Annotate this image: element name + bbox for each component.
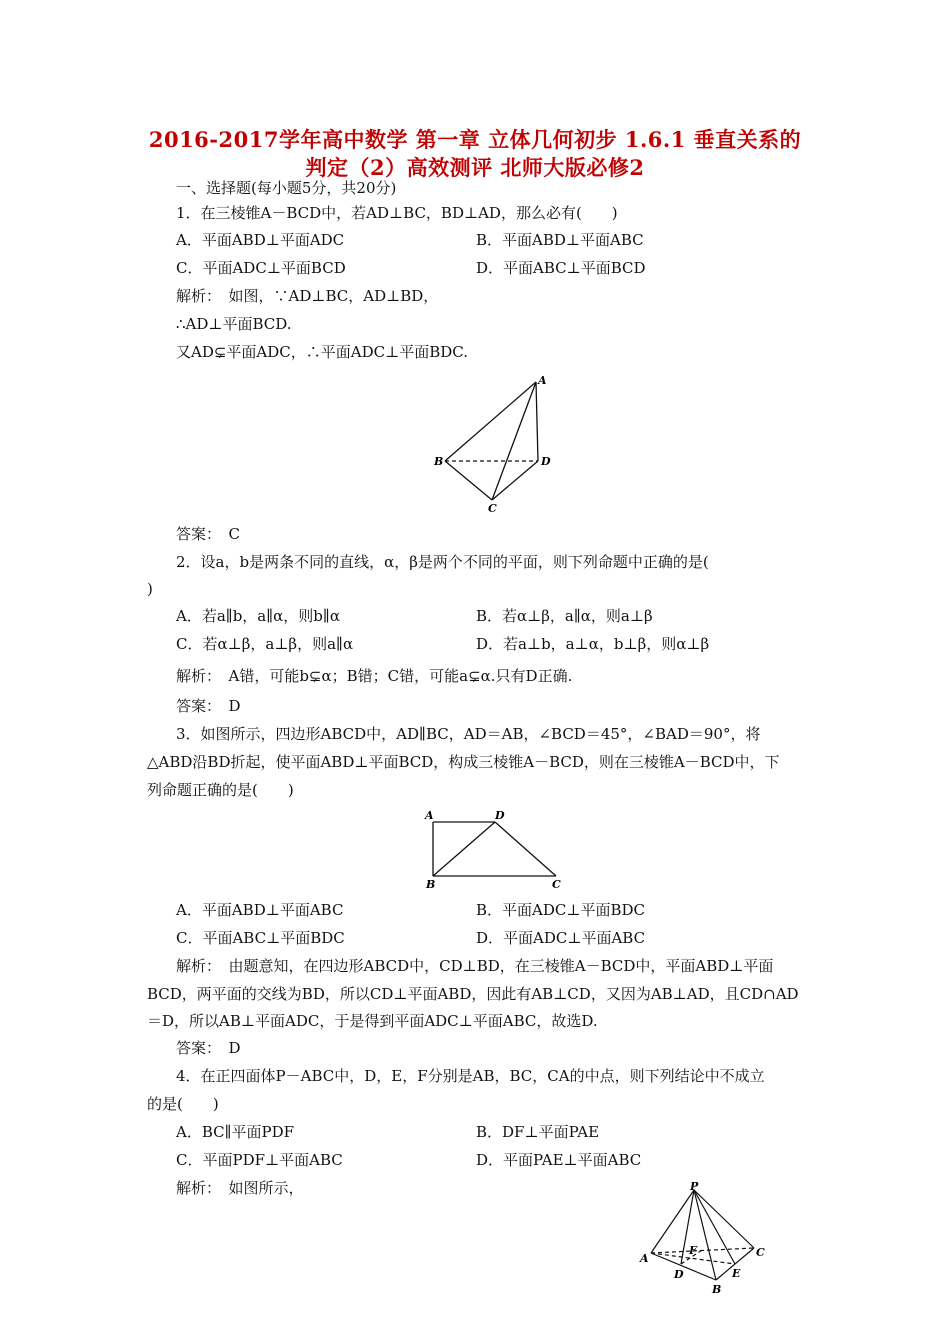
q1-figure-tetrahedron [425,372,565,517]
q4-figure-regular-tetrahedron [636,1178,776,1298]
q4-option-c: C．平面PDF⊥平面ABC [176,1151,343,1169]
q4-edge-pe [694,1190,735,1264]
q3-stem-line1: 3．如图所示，四边形ABCD中，AD∥BC，AD＝AB，∠BCD＝45°，∠BAD＝90°，将 [176,725,761,743]
q1-option-b: B．平面ABD⊥平面ABC [476,231,644,249]
q1-edge-ba [445,382,536,461]
q1-answer: 答案： C [176,525,240,543]
q4-label-a: A [640,1252,649,1265]
q2-answer: 答案： D [176,697,241,715]
q1-solution-line2: ∴AD⊥平面BCD. [176,315,292,333]
q4-edge-pb [694,1190,716,1280]
q3-solution-line3: ＝D，所以AB⊥平面ADC，于是得到平面ADC⊥平面ABC，故选D. [147,1012,598,1030]
q4-label-p: P [690,1180,699,1193]
q4-edge-pa [651,1190,694,1253]
q1-edge-ad [536,382,538,461]
section-heading: 一、选择题(每小题5分，共20分) [176,179,397,197]
q1-edge-ac [492,382,536,500]
q3-option-c: C．平面ABC⊥平面BDC [176,929,345,947]
q1-option-a: A．平面ABD⊥平面ADC [176,231,345,249]
q3-option-b: B．平面ADC⊥平面BDC [476,901,645,919]
q3-label-b: B [426,878,436,891]
q3-label-a: A [425,809,434,822]
q3-edge-bd [433,822,495,876]
q4-label-b: B [712,1283,722,1296]
q3-label-c: C [552,878,561,891]
q3-answer: 答案： D [176,1039,241,1057]
q4-label-f: F [689,1244,697,1257]
q1-stem: 1．在三棱锥A－BCD中，若AD⊥BC，BD⊥AD，那么必有( ) [176,204,618,222]
q3-stem-line2: △ABD沿BD折起，使平面ABD⊥平面BCD，构成三棱锥A－BCD，则在三棱锥A－BCD中，下 [147,753,780,771]
q1-label-b: B [434,455,444,468]
q2-solution: 解析： A错，可能b⊊α；B错；C错，可能a⊊α.只有D正确. [176,667,573,685]
q2-option-d: D．若a⊥b，a⊥α，b⊥β，则α⊥β [476,635,710,653]
q4-label-d: D [674,1268,684,1281]
q1-option-c: C．平面ADC⊥平面BCD [176,259,346,277]
q4-label-e: E [732,1267,741,1280]
q3-stem-line3: 列命题正确的是( ) [147,781,294,799]
q4-edge-ac-hidden [651,1248,754,1253]
q1-option-d: D．平面ABC⊥平面BCD [476,259,646,277]
q4-option-d: D．平面PAE⊥平面ABC [476,1151,642,1169]
q4-solution: 解析： 如图所示， [176,1179,304,1197]
q2-option-c: C．若α⊥β，a⊥β，则a∥α [176,635,354,653]
document-title-line2: 判定（2）高效测评 北师大版必修2 [305,155,645,180]
q3-option-d: D．平面ADC⊥平面ABC [476,929,646,947]
q1-label-d: D [541,455,551,468]
q1-edge-bc [445,461,492,500]
q3-figure-quadrilateral [420,806,570,892]
q1-label-a: A [538,374,547,387]
q3-option-a: A．平面ABD⊥平面ABC [176,901,344,919]
q3-label-d: D [495,809,505,822]
q4-edge-pc [694,1190,754,1248]
q4-label-c: C [756,1246,765,1259]
q3-solution-line2: BCD，两平面的交线为BD，所以CD⊥平面ABD，因此有AB⊥CD，又因为AB⊥AD，且CD∩AD [147,985,799,1003]
q1-solution-line1: 解析： 如图，∵AD⊥BC，AD⊥BD， [176,287,439,305]
q2-option-a: A．若a∥b，a∥α，则b∥α [176,607,340,625]
q4-option-a: A．BC∥平面PDF [176,1123,295,1141]
document-title-line1: 2016-2017学年高中数学 第一章 立体几何初步 1.6.1 垂直关系的 [148,127,802,152]
q2-stem-line1: 2．设a，b是两条不同的直线，α，β是两个不同的平面，则下列命题中正确的是( [176,553,709,571]
q1-label-c: C [488,502,497,515]
q4-stem-line2: 的是( ) [147,1095,219,1113]
q2-stem-line2: ) [147,580,153,598]
q4-stem-line1: 4．在正四面体P－ABC中，D，E，F分别是AB，BC，CA的中点，则下列结论中不成立 [176,1067,765,1085]
q4-option-b: B．DF⊥平面PAE [476,1123,600,1141]
q2-option-b: B．若α⊥β，a∥α，则a⊥β [476,607,653,625]
q3-edge-dc [495,822,556,876]
q1-solution-line3: 又AD⊊平面ADC，∴平面ADC⊥平面BDC. [176,343,468,361]
q3-solution-line1: 解析： 由题意知，在四边形ABCD中，CD⊥BD，在三棱锥A－BCD中，平面ABD⊥平面 [176,957,774,975]
